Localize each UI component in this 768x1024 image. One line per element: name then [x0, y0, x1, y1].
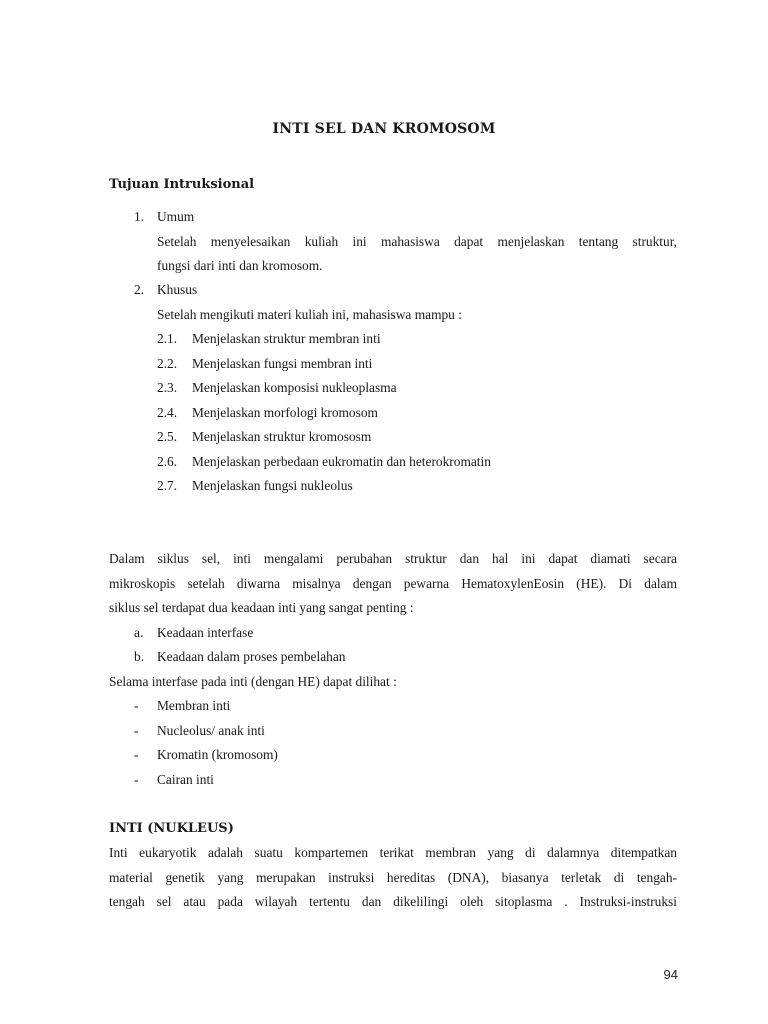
list-marker: a.: [134, 625, 144, 640]
sub-item-number: 2.2.: [157, 356, 178, 371]
nucleus-paragraph-line-1: Inti eukaryotik adalah suatu kompartemen terikat membran yang di dalamnya ditempatkan: [109, 845, 677, 860]
list-number: 1.: [134, 209, 145, 224]
interphase-intro: Selama interfase pada inti (dengan HE) dapat dilihat :: [109, 674, 397, 689]
section-heading-tujuan: Tujuan Intruksional: [109, 177, 255, 192]
sub-item-text: Menjelaskan struktur membran inti: [192, 331, 381, 346]
objective-khusus-intro: Setelah mengikuti materi kuliah ini, mahasiswa mampu :: [157, 307, 462, 322]
sub-item-number: 2.1.: [157, 331, 178, 346]
intro-paragraph-line-3: siklus sel terdapat dua keadaan inti yang sangat penting :: [109, 600, 414, 615]
objective-label-khusus: Khusus: [157, 282, 198, 297]
nucleus-paragraph-line-2: material genetik yang merupakan instruksi hereditas (DNA), biasanya terletak di tengah-: [109, 870, 677, 885]
sub-item-text: Menjelaskan fungsi nukleolus: [192, 478, 353, 493]
nucleus-paragraph-line-3: tengah sel atau pada wilayah tertentu dan dikelilingi oleh sitoplasma . Instruksi-instruksi: [109, 894, 677, 909]
sub-item-number: 2.4.: [157, 405, 178, 420]
objective-umum-line-1: Setelah menyelesaikan kuliah ini mahasiswa dapat menjelaskan tentang struktur,: [157, 234, 677, 249]
state-item: Keadaan dalam proses pembelahan: [157, 649, 346, 664]
section-heading-nukleus: INTI (NUKLEUS): [109, 821, 234, 836]
objective-umum-line-2: fungsi dari inti dan kromosom.: [157, 258, 323, 273]
list-marker: -: [134, 747, 139, 762]
sub-item-number: 2.6.: [157, 454, 178, 469]
list-marker: b.: [134, 649, 145, 664]
sub-item-text: Menjelaskan perbedaan eukromatin dan heterokromatin: [192, 454, 491, 469]
intro-paragraph-line-2: mikroskopis setelah diwarna misalnya dengan pewarna HematoxylenEosin (HE). Di dalam: [109, 576, 677, 591]
list-marker: -: [134, 723, 139, 738]
sub-item-text: Menjelaskan fungsi membran inti: [192, 356, 373, 371]
intro-paragraph-line-1: Dalam siklus sel, inti mengalami perubahan struktur dan hal ini dapat diamati secara: [109, 551, 677, 566]
list-marker: -: [134, 772, 139, 787]
sub-item-text: Menjelaskan morfologi kromosom: [192, 405, 378, 420]
list-number: 2.: [134, 282, 145, 297]
list-marker: -: [134, 698, 139, 713]
sub-item-number: 2.5.: [157, 429, 178, 444]
interphase-item: Cairan inti: [157, 772, 214, 787]
page-title: INTI SEL DAN KROMOSOM: [272, 121, 496, 137]
objective-label-umum: Umum: [157, 209, 195, 224]
interphase-item: Membran inti: [157, 698, 231, 713]
sub-item-number: 2.3.: [157, 380, 178, 395]
interphase-item: Kromatin (kromosom): [157, 747, 278, 762]
interphase-item: Nucleolus/ anak inti: [157, 723, 265, 738]
sub-item-text: Menjelaskan struktur kromososm: [192, 429, 372, 444]
sub-item-number: 2.7.: [157, 478, 178, 493]
sub-item-text: Menjelaskan komposisi nukleoplasma: [192, 380, 397, 395]
page-number: 94: [663, 967, 678, 982]
state-item: Keadaan interfase: [157, 625, 254, 640]
